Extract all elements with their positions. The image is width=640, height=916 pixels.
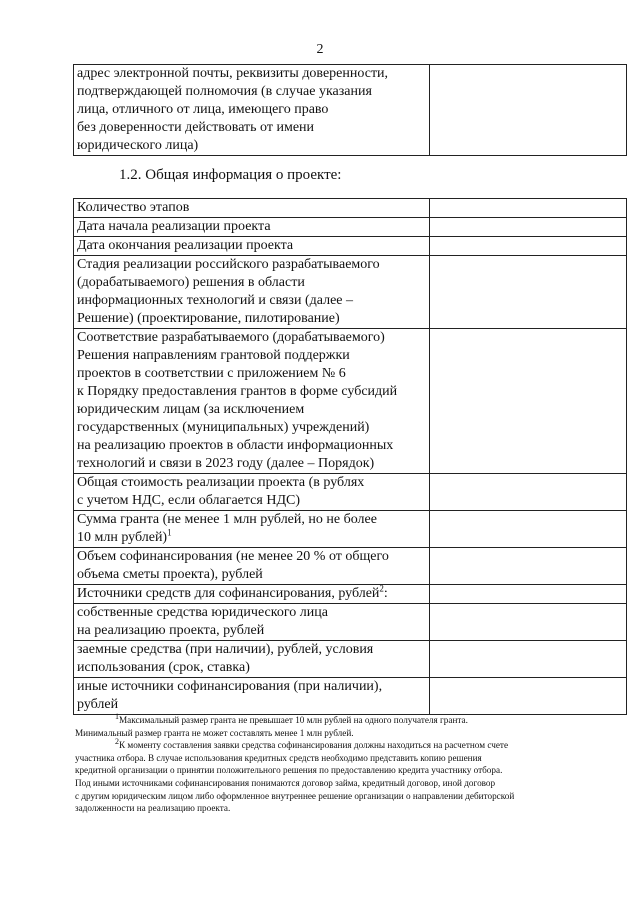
- footnote-text: Минимальный размер гранта не может составлять менее 1 млн рублей.: [75, 727, 354, 738]
- label-line: на реализацию проектов в области информационных: [77, 438, 394, 453]
- label-text: 10 млн рублей): [77, 530, 168, 545]
- footnote-line: [75, 739, 595, 752]
- label-line: Дата начала реализации проекта: [77, 219, 271, 234]
- footnote: [75, 739, 595, 815]
- table-row: [74, 256, 627, 329]
- footnote-marker: 2: [115, 737, 119, 747]
- row-label: [74, 474, 430, 511]
- label-line: на реализацию проекта, рублей: [77, 623, 265, 638]
- row-label: [74, 548, 430, 585]
- value-cell[interactable]: [430, 641, 627, 678]
- page-number: 2: [316, 42, 324, 57]
- label-line: юридическим лицам (за исключением: [77, 402, 305, 417]
- footnote-text: Под иными источниками софинансирования понимаются договор займа, кредитный договор, иной договор: [75, 777, 496, 788]
- footnote-text: участника отбора. В случае использования кредитных средств необходимо представить копию решения: [75, 752, 482, 763]
- footnote-text: задолженности на реализацию проекта.: [75, 803, 231, 814]
- row-label: [74, 511, 430, 548]
- label-line: собственные средства юридического лица: [77, 605, 328, 620]
- footnote-text: К моменту составления заявки средства софинансирования должны находиться на расчетном счете: [119, 740, 509, 751]
- footnote-marker: 1: [115, 711, 119, 721]
- label-line: технологий и связи в 2023 году (далее – Порядок): [77, 456, 375, 471]
- row-label: [74, 218, 430, 237]
- footnote-line: [75, 802, 595, 815]
- label-line: рублей: [77, 697, 119, 712]
- label-line: Решения направлениям грантовой поддержки: [77, 348, 350, 363]
- label-line: [77, 585, 426, 603]
- footnote-line: [75, 727, 595, 740]
- row-label: [74, 678, 430, 715]
- value-cell[interactable]: [430, 199, 627, 218]
- value-cell[interactable]: [430, 65, 627, 156]
- value-cell[interactable]: [430, 585, 627, 604]
- label-line: государственных (муниципальных) учреждений): [77, 420, 370, 435]
- footnote-line: [75, 790, 595, 803]
- label-line: к Порядку предоставления грантов в форме субсидий: [77, 384, 398, 399]
- label-line: с учетом НДС, если облагается НДС): [77, 493, 300, 508]
- value-cell[interactable]: [430, 511, 627, 548]
- table-row: [74, 237, 627, 256]
- label-line: информационных технологий и связи (далее –: [77, 293, 353, 308]
- row-label: [74, 199, 430, 218]
- label-line: Объем софинансирования (не менее 20 % от общего: [77, 549, 389, 564]
- table-row: [74, 474, 627, 511]
- table-row: [74, 585, 627, 604]
- footnote-line: [75, 777, 595, 790]
- label-line: Дата окончания реализации проекта: [77, 238, 294, 253]
- row-label: [74, 256, 430, 329]
- row-label: [74, 329, 430, 474]
- label-line: Общая стоимость реализации проекта (в рублях: [77, 475, 365, 490]
- table-row: [74, 641, 627, 678]
- label-line: проектов в соответствии с приложением № 6: [77, 366, 346, 381]
- row-label: [74, 237, 430, 256]
- row-label: [74, 641, 430, 678]
- table-row: [74, 65, 627, 156]
- label-line: лица, отличного от лица, имеющего право: [77, 102, 329, 117]
- row-label: [74, 604, 430, 641]
- footnote: [75, 711, 595, 739]
- table-row: [74, 604, 627, 641]
- table-row: [74, 199, 627, 218]
- label-line: [77, 529, 426, 547]
- section-heading: 1.2. Общая информация о проекте:: [119, 167, 342, 183]
- value-cell[interactable]: [430, 256, 627, 329]
- footnote-line: [75, 752, 595, 765]
- label-line: адрес электронной почты, реквизиты доверенности,: [77, 66, 389, 81]
- value-cell[interactable]: [430, 237, 627, 256]
- label-line: заемные средства (при наличии), рублей, условия: [77, 642, 374, 657]
- footnote-text: Максимальный размер гранта не превышает 10 млн рублей на одного получателя гранта.: [119, 715, 468, 725]
- row-label: [74, 65, 430, 156]
- footnote-line: [75, 711, 595, 727]
- project-info-table: [73, 198, 627, 715]
- table-row: [74, 218, 627, 237]
- label-line: иные источники софинансирования (при наличии),: [77, 679, 383, 694]
- label-line: Решение) (проектирование, пилотирование): [77, 311, 340, 326]
- footnotes: [75, 711, 595, 815]
- label-line: Сумма гранта (не менее 1 млн рублей, но не более: [77, 512, 377, 527]
- label-line: юридического лица): [77, 138, 199, 153]
- label-suffix: :: [383, 586, 388, 601]
- label-line: (дорабатываемого) решения в области: [77, 275, 305, 290]
- value-cell[interactable]: [430, 474, 627, 511]
- top-form-table: [73, 64, 627, 156]
- table-row: [74, 678, 627, 715]
- label-line: Стадия реализации российского разрабатываемого: [77, 257, 380, 272]
- footnote-reference[interactable]: 2: [379, 583, 384, 594]
- label-line: объема сметы проекта), рублей: [77, 567, 263, 582]
- table-row: [74, 329, 627, 474]
- label-line: без доверенности действовать от имени: [77, 120, 315, 135]
- footnote-reference[interactable]: 1: [167, 527, 172, 538]
- value-cell[interactable]: [430, 548, 627, 585]
- row-label: [74, 585, 430, 604]
- footnote-line: [75, 764, 595, 777]
- label-text: Источники средств для софинансирования, рублей: [77, 586, 380, 601]
- label-line: Соответствие разрабатываемого (дорабатываемого): [77, 330, 385, 345]
- label-line: подтверждающей полномочия (в случае указания: [77, 84, 372, 99]
- table-row: [74, 548, 627, 585]
- label-line: использования (срок, ставка): [77, 660, 250, 675]
- footnote-text: с другим юридическим лицом либо оформленное внутреннее решение организации о направлении дебиторской: [75, 790, 515, 801]
- value-cell[interactable]: [430, 678, 627, 715]
- value-cell[interactable]: [430, 604, 627, 641]
- table-row: [74, 511, 627, 548]
- footnote-text: кредитной организации о принятии положительного решения по предоставлению кредита участнику отбора.: [75, 765, 503, 776]
- label-line: Количество этапов: [77, 200, 190, 215]
- value-cell[interactable]: [430, 329, 627, 474]
- value-cell[interactable]: [430, 218, 627, 237]
